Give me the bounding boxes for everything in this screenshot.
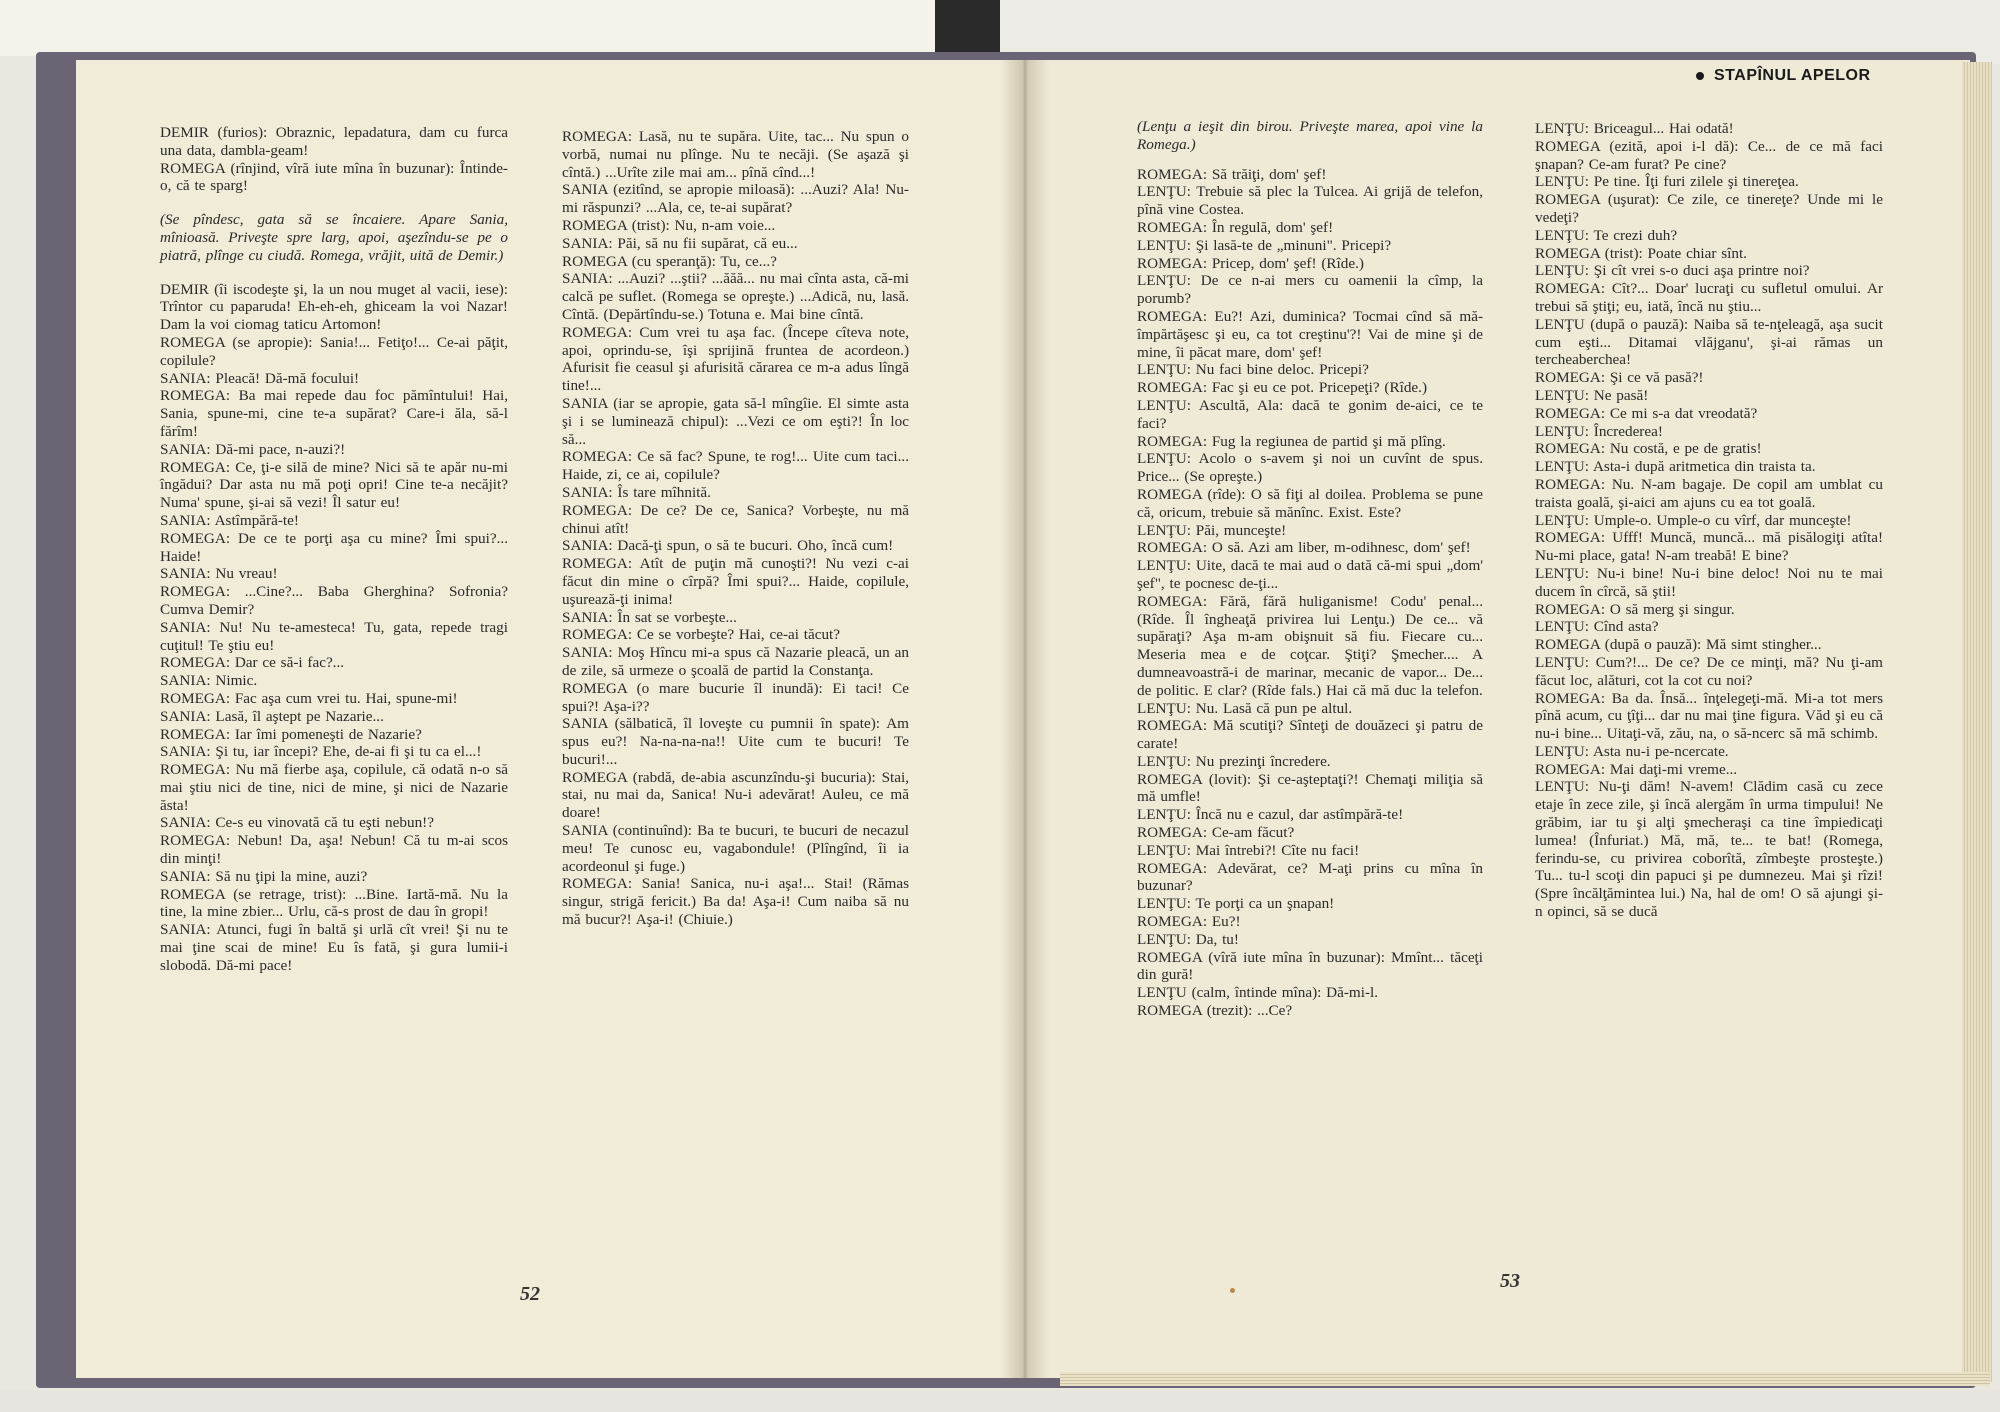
stage-direction: (Se pîndesc, gata să se încaiere. Apare Sania, mînioasă. Priveşte spre larg, apoi, aşezîndu-se pe o piatră, plînge cu ciudă. Romega, vrăjit, uită de Demir.) bbox=[160, 211, 508, 264]
dialogue-line: ROMEGA (rabdă, de-abia ascunzîndu-şi bucuria): Stai, stai, nu mai da, Sanica! Nu-i adevărat! Auleu, ce mă doare! bbox=[562, 768, 909, 822]
dialogue-line: SANIA (iar se apropie, gata să-l mîngîie. El simte asta şi i se luminează chipul): ...Vezi ce om eşti?! În loc să... bbox=[562, 394, 909, 448]
dialogue-line: ROMEGA (cu speranţă): Tu, ce...? bbox=[562, 252, 777, 270]
dialogue-line: ROMEGA: Fac aşa cum vrei tu. Hai, spune-mi! bbox=[160, 689, 458, 707]
dialogue-line: ROMEGA (o mare bucurie îl inundă): Ei taci! Ce spui?! Aşa-i?? bbox=[562, 679, 909, 715]
dialogue-line: LENŢU: Cînd asta? bbox=[1535, 618, 1659, 636]
background-bottom bbox=[0, 1390, 2000, 1412]
dialogue-line: ROMEGA: Dar ce să-i fac?... bbox=[160, 654, 345, 672]
dialogue-line: ROMEGA: Ce să fac? Spune, te rog!... Uite cum taci... Haide, zi, ce ai, copilule? bbox=[562, 448, 909, 484]
dialogue-line: ROMEGA: Adevărat, ce? M-aţi prins cu mîna în buzunar? bbox=[1137, 859, 1483, 895]
dialogue-line: ROMEGA: Sania! Sanica, nu-i aşa!... Stai! (Rămas singur, strigă fericit.) Ba da! Aşa-i! Cum naiba să nu mă bucur?! Aşa-i! (Chiuie.) bbox=[562, 875, 909, 929]
dialogue-line: SANIA: Atunci, fugi în baltă şi urlă cît vrei! Şi nu te mai ţine scai de mine! Eu îs fată, şi gura lumii-i slobodă. Dă-mi pace! bbox=[160, 921, 508, 974]
dialogue-line: ROMEGA (se retrage, trist): ...Bine. Iartă-mă. Nu la tine, la mine zbier... Urlu, că-s prost de dau în gropi! bbox=[160, 885, 508, 921]
dialogue-line: LENŢU (după o pauză): Naiba să te-nţeleagă, aşa sucit cum eşti... Ditamai vlăjganu', şi-ai rămas un tercheaberchea! bbox=[1535, 315, 1883, 369]
dialogue-line: ROMEGA (ezită, apoi i-l dă): Ce... de ce mă faci şnapan? Ce-am furat? Pe cine? bbox=[1535, 137, 1883, 173]
page-number-right: 53 bbox=[1500, 1270, 1520, 1292]
dialogue-line: SANIA: Nimic. bbox=[160, 672, 258, 690]
dialogue-line: ROMEGA: O să merg şi singur. bbox=[1535, 600, 1735, 618]
dialogue-line: ROMEGA: Cum vrei tu aşa fac. (Începe cîteva note, apoi, oprindu-se, îşi sprijină fruntea de acordeon.) Afurisit fie ceasul şi afurisită cărarea ce m-a adus lîngă tine!... bbox=[562, 323, 909, 395]
dialogue-line: ROMEGA: ...Cine?... Baba Gherghina? Sofronia? Cumva Demir? bbox=[160, 583, 508, 618]
dialogue-line: LENŢU: Şi cît vrei s-o duci aşa printre noi? bbox=[1535, 262, 1810, 280]
dialogue-line: LENŢU: Da, tu! bbox=[1137, 930, 1239, 948]
dialogue-line: ROMEGA: Lasă, nu te supăra. Uite, tac... Nu spun o vorbă, numai nu plînge. Nu te necăji. (Se aşază şi cîntă.) ...Urîte zile mai am... pînă cînd...! bbox=[562, 128, 909, 181]
dialogue-line: ROMEGA: Fără, fără huliganisme! Codu' penal... (Rîde. Îl îngheaţă privirea lui Lenţu.) De ce... vă supăraţi? Aşa m-am obişnuit să fiu. Fiecare cu... Meseria mea e de coţcar. Ştiţi? Şmecher.... A dumneavoastră-i de marinar, mecanic de vapor... De... de politic. E clar? (Rîde fals.) Hai că mă duc la telefon. bbox=[1137, 592, 1483, 699]
dialogue-line: LENŢU: Uite, dacă te mai aud o dată că-mi spui „dom' şef", te pocnesc de-ţi... bbox=[1137, 557, 1483, 592]
dialogue-line: SANIA (sălbatică, îl loveşte cu pumnii în spate): Am spus eu?! Na-na-na-na!! Uite cum te bucuri! Te bucuri!... bbox=[562, 715, 909, 768]
dialogue-line: LENŢU: Pe tine. Îţi furi zilele şi tinereţea. bbox=[1535, 173, 1799, 191]
dialogue-line: LENŢU: Nu-i bine! Nu-i bine deloc! Noi nu te mai ducem în cîrcă, să ştii! bbox=[1535, 564, 1883, 600]
dialogue-line: LENŢU: Ascultă, Ala: dacă te gonim de-aici, ce te faci? bbox=[1137, 396, 1483, 432]
dialogue-line: LENŢU: Nu. Lasă că pun pe altul. bbox=[1137, 699, 1353, 717]
dialogue-line: ROMEGA (uşurat): Ce zile, ce tinereţe? Unde mi le vedeţi? bbox=[1535, 191, 1883, 226]
running-title: STAPÎNUL APELOR bbox=[1714, 67, 1871, 84]
dialogue-line: ROMEGA: Nebun! Da, aşa! Nebun! Că tu m-ai scos din minţi! bbox=[160, 832, 508, 868]
dialogue-line: SANIA: Dă-mi pace, n-auzi?! bbox=[160, 440, 346, 458]
dialogue-line: LENŢU: Acolo o s-avem şi noi un cuvînt de spus. Price... (Se opreşte.) bbox=[1137, 450, 1483, 486]
book-spine bbox=[1000, 60, 1050, 1378]
dialogue-line: ROMEGA: Ce, ţi-e silă de mine? Nici să te apăr nu-mi îngădui? Dar asta nu mă poţi opri! Cine te-a necăjit? Numa' spune, şi-ai să vezi! Îl satur eu! bbox=[160, 458, 508, 512]
dialogue-line: ROMEGA: Ce mi s-a dat vreodată? bbox=[1535, 404, 1758, 422]
dialogue-line: ROMEGA: Să trăiţi, dom' şef! bbox=[1137, 165, 1327, 183]
dialogue-line: ROMEGA (trist): Poate chiar sînt. bbox=[1535, 244, 1747, 262]
bullet-icon bbox=[1696, 72, 1704, 80]
dialogue-line: LENŢU: Încrederea! bbox=[1535, 422, 1663, 440]
dialogue-line: LENŢU (calm, întinde mîna): Dă-mi-l. bbox=[1137, 984, 1379, 1002]
dialogue-line: LENŢU: Şi lasă-te de „minuni". Pricepi? bbox=[1137, 236, 1392, 254]
dialogue-line: ROMEGA: Ce se vorbeşte? Hai, ce-ai tăcut? bbox=[562, 626, 841, 644]
dialogue-line: LENŢU: Asta-i după aritmetica din traista ta. bbox=[1535, 458, 1816, 476]
dialogue-line: ROMEGA: Eu?! Azi, duminica? Tocmai cînd să mă-împărtăşesc şi eu, ca tot creştinu'?! Vai de mine şi de mine, îi păcat mare, dom' şef! bbox=[1137, 307, 1483, 361]
dialogue-line: SANIA: Lasă, îl aştept pe Nazarie... bbox=[160, 707, 384, 725]
paper-spot bbox=[1230, 1288, 1235, 1293]
dialogue-line: LENŢU: Nu faci bine deloc. Pricepi? bbox=[1137, 361, 1369, 379]
dialogue-line: ROMEGA (lovit): Şi ce-aşteptaţi?! Chemaţi miliţia să mă umfle! bbox=[1137, 770, 1483, 806]
page-number-left: 52 bbox=[520, 1283, 540, 1305]
dialogue-line: ROMEGA: Fac şi eu ce pot. Pricepeţi? (Rîde.) bbox=[1137, 379, 1428, 397]
dialogue-line: LENŢU: De ce n-ai mers cu oamenii la cîmp, la porumb? bbox=[1137, 272, 1483, 308]
dialogue-line: ROMEGA: Eu?! bbox=[1137, 913, 1241, 931]
background-paper bbox=[0, 0, 940, 56]
dialogue-line: SANIA: Astîmpără-te! bbox=[160, 511, 299, 529]
dialogue-line: SANIA: Îs tare mîhnită. bbox=[562, 483, 711, 501]
dialogue-line: ROMEGA: Atît de puţin mă cunoşti?! Nu vezi c-ai făcut din mine o cîrpă? Îmi spui?... Haide, copilule, uşurează-ţi inima! bbox=[562, 555, 909, 608]
text-column-4 bbox=[1535, 120, 1883, 921]
dialogue-line: SANIA: Nu! Nu te-amesteca! Tu, gata, repede tragi cuţitul! Te ştiu eu! bbox=[160, 618, 508, 654]
dialogue-line: SANIA (ezitînd, se apropie miloasă): ...Auzi? Ala! Nu-mi răspunzi? ...Ala, ce, te-ai supărat? bbox=[562, 181, 909, 217]
dialogue-line: ROMEGA (trist): Nu, n-am voie... bbox=[562, 216, 776, 234]
dialogue-line: LENŢU: Umple-o. Umple-o cu vîrf, dar munceşte! bbox=[1535, 511, 1852, 529]
dialogue-line: SANIA: Ce-s eu vinovată că tu eşti nebun!? bbox=[160, 814, 434, 832]
dialogue-line: ROMEGA: Ba da. Însă... înţelegeţi-mă. Mi-a tot mers pînă acum, cu ţîţi... dar nu mai ţine figura. Văd şi eu că nu-i bine... Uitaţi-vă, zău, na, o să-ncerc să mă schimb. bbox=[1535, 689, 1883, 743]
dialogue-line: LENŢU: Ne pasă! bbox=[1535, 386, 1649, 404]
dialogue-line: ROMEGA: Ba mai repede dau foc pămîntului! Hai, Sania, spune-mi, cine te-a supărat? Care-i ăla, să-l fărîm! bbox=[160, 387, 508, 440]
dialogue-line: SANIA: ...Auzi? ...ştii? ...ăăă... nu mai cînta asta, că-mi calcă pe suflet. (Romega se opreşte.) ...Adică, nu, lasă. Cîntă. (Depărtîndu-se.) Totuna e. Mai bine cîntă. bbox=[562, 270, 909, 323]
dialogue-line: LENŢU: Păi, munceşte! bbox=[1137, 521, 1287, 539]
dialogue-line: DEMIR (îi iscodeşte şi, la un nou muget al vacii, iese): Trîntor cu paparuda! Eh-eh-eh, ghiceam la voi Nazar! Dam la voi ciomag taticu Artomon! bbox=[160, 280, 508, 334]
dialogue-line: ROMEGA: În regulă, dom' şef! bbox=[1137, 218, 1334, 236]
dialogue-line: LENŢU: Cum?!... De ce? De ce minţi, mă? Nu ţi-am făcut loc, alături, cot la cot cu noi? bbox=[1535, 653, 1883, 689]
dialogue-line: ROMEGA: Cît?... Doar' lucraţi cu sufletul omului. Ar trebui să ştiţi; eu, iată, încă nu ştiu... bbox=[1535, 280, 1883, 315]
dialogue-line: ROMEGA: Nu costă, e pe de gratis! bbox=[1535, 440, 1762, 458]
dialogue-line: ROMEGA: Ufff! Muncă, muncă... mă pisălogiţi atîta! Nu-mi place, gata! N-am treabă! E bine? bbox=[1535, 529, 1883, 565]
dialogue-line: LENŢU: Mai întrebi?! Cîte nu faci! bbox=[1137, 841, 1360, 859]
dialogue-line: SANIA: Dacă-ţi spun, o să te bucuri. Oho, încă cum! bbox=[562, 537, 894, 555]
dialogue-line: LENŢU: Asta nu-i pe-ncercate. bbox=[1535, 742, 1729, 760]
dialogue-line: ROMEGA (rînjind, vîră iute mîna în buzunar): Întinde-o, că te sparg! bbox=[160, 159, 508, 195]
running-header bbox=[1696, 67, 1871, 85]
dialogue-line: LENŢU: Te crezi duh? bbox=[1535, 226, 1678, 244]
dialogue-line: SANIA (continuînd): Ba te bucuri, te bucuri de necazul meu! Te cunosc eu, vagabondule! (Plîngînd, îi ia acordeonul şi fuge.) bbox=[562, 822, 909, 875]
dialogue-line: ROMEGA: O să. Azi am liber, m-odihnesc, dom' şef! bbox=[1137, 539, 1471, 557]
text-column-1 bbox=[160, 124, 508, 975]
stage-direction: (Lenţu a ieşit din birou. Priveşte marea, apoi vine la Romega.) bbox=[1137, 118, 1483, 153]
dialogue-line: ROMEGA (vîră iute mîna în buzunar): Mmînt... tăceţi din gură! bbox=[1137, 948, 1483, 984]
dialogue-line: ROMEGA (rîde): O să fiţi al doilea. Problema se pune că, oricum, trebuie să mănînc. Exist. Este? bbox=[1137, 485, 1483, 521]
page-edges-bottom bbox=[1060, 1372, 1990, 1386]
dialogue-line: SANIA: Pleacă! Dă-mă focului! bbox=[160, 369, 360, 387]
dialogue-line: LENŢU: Briceagul... Hai odată! bbox=[1535, 120, 1734, 137]
dialogue-line: ROMEGA: Mai daţi-mi vreme... bbox=[1535, 760, 1738, 778]
dialogue-line: ROMEGA (după o pauză): Mă simt stingher... bbox=[1535, 636, 1822, 654]
dialogue-line: ROMEGA: Pricep, dom' şef! (Rîde.) bbox=[1137, 254, 1364, 272]
dialogue-line: ROMEGA: Nu mă fierbe aşa, copilule, că odată n-o să mai ştiu nici de tine, nici de mine, şi nici de Nazarie ăsta! bbox=[160, 761, 508, 814]
dialogue-line: LENŢU: Nu prezinţi încredere. bbox=[1137, 752, 1331, 770]
dialogue-line: SANIA: Nu vreau! bbox=[160, 565, 278, 583]
text-column-3 bbox=[1137, 118, 1483, 1020]
dialogue-line: ROMEGA: De ce? De ce, Sanica? Vorbeşte, nu mă chinui atît! bbox=[562, 501, 909, 537]
text-column-2 bbox=[562, 128, 909, 929]
dialogue-line: ROMEGA: Mă scutiţi? Sînteţi de douăzeci şi patru de carate! bbox=[1137, 717, 1483, 753]
dialogue-line: LENŢU: Încă nu e cazul, dar astîmpără-te! bbox=[1137, 806, 1404, 824]
dialogue-line: LENŢU: Te porţi ca un şnapan! bbox=[1137, 895, 1335, 913]
page-edges-right bbox=[1962, 62, 1992, 1382]
dialogue-line: DEMIR (furios): Obraznic, lepadatura, dam cu furca una data, dambla-geam! bbox=[160, 124, 508, 159]
dialogue-line: ROMEGA: Fug la regiunea de partid şi mă plîng. bbox=[1137, 432, 1446, 450]
dialogue-line: ROMEGA: Ce-am făcut? bbox=[1137, 824, 1295, 842]
dialogue-line: ROMEGA: Şi ce vă pasă?! bbox=[1535, 369, 1704, 387]
dialogue-line: SANIA: Şi tu, iar începi? Ehe, de-ai fi şi tu ca el...! bbox=[160, 743, 482, 761]
dialogue-line: ROMEGA: Nu. N-am bagaje. De copil am umblat cu traista goală, şi-aici am ajuns cu ea tot goală. bbox=[1535, 475, 1883, 511]
dialogue-line: ROMEGA: De ce te porţi aşa cu mine? Îmi spui?... Haide! bbox=[160, 529, 508, 565]
dialogue-line: SANIA: În sat se vorbeşte... bbox=[562, 608, 737, 626]
dialogue-line: ROMEGA (trezit): ...Ce? bbox=[1137, 1002, 1293, 1020]
dialogue-line: LENŢU: Trebuie să plec la Tulcea. Ai grijă de telefon, pînă vine Costea. bbox=[1137, 183, 1483, 219]
dialogue-line: SANIA: Să nu ţipi la mine, auzi? bbox=[160, 867, 368, 885]
dialogue-line: ROMEGA (se apropie): Sania!... Fetiţo!... Ce-ai păţit, copilule? bbox=[160, 333, 508, 369]
dialogue-line: SANIA: Păi, să nu fii supărat, că eu... bbox=[562, 234, 798, 252]
dialogue-line: SANIA: Moş Hîncu mi-a spus că Nazarie pleacă, un an de zile, să urmeze o şcoală de partid la Constanţa. bbox=[562, 644, 909, 679]
dialogue-line: LENŢU: Nu-ţi dăm! N-avem! Clădim casă cu zece etaje în zece zile, şi încă alergăm în urma timpului! Ne grăbim, iar tu şi alţi şmecheraşi ca tine împiedicaţi lumea! (Înfuriat.) Mă, mă, te... te bat! (Romega, ferindu-se, cu privirea coborîtă, zîmbeşte prosteşte.) Tu... tu-l scoţi din papuci şi pe dumnezeu. Mai şi rîzi! (Spre încălţămintea lui.) Na, hal de om! O să ajungi şi-n opinci, să se ducă bbox=[1535, 778, 1883, 921]
dialogue-line: ROMEGA: Iar îmi pomeneşti de Nazarie? bbox=[160, 725, 422, 743]
